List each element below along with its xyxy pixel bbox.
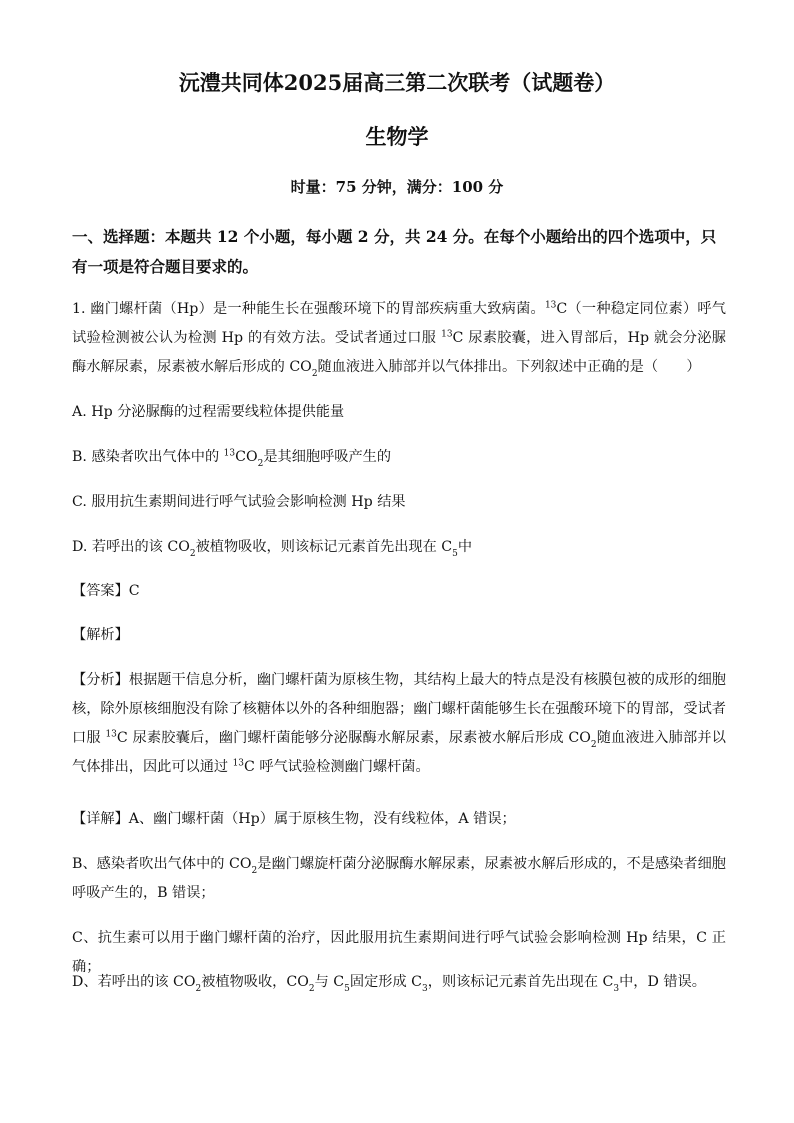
option-b: B. 感染者吹出气体中的 $^{13}CO_2$是其细胞呼吸产生的	[72, 448, 392, 469]
option-a: A. Hp 分泌脲酶的过程需要线粒体提供能量	[72, 404, 345, 420]
question-stem: 1. 幽门螺杆菌（Hp）是一种能生长在强酸环境下的胃部疾病重大致病菌。$^{13}$C（一种稳定同位素）呼气试验检测被公认为检测 Hp 的有效方法。受试者通过口服 $^{13}$C 尿素胶囊，进入胃部后，Hp 就会分泌脲酶水解尿素，尿素被水解后形成的 $CO_2$随血液进入肺部并以气体排出。下列叙述中正确的是（ ）	[72, 300, 726, 379]
section-heading: 一、选择题：本题共 12 个小题，每小题 2 分，共 24 分。在每个小题给出的四个选项中，只有一项是符合题目要求的。	[72, 227, 717, 276]
answer: 【答案】C	[72, 583, 140, 599]
analysis-text: 【分析】根据题干信息分析，幽门螺杆菌为原核生物，其结构上最大的特点是没有核膜包被的成形的细胞核，除外原核细胞没有除了核糖体以外的各种细胞器；幽门螺杆菌能够生长在强酸环境下的胃部，受试者口服 $^{13}$C 尿素胶囊后，幽门螺杆菌能够分泌脲酶水解尿素，尿素被水解后形成 $CO_2$随血液进入肺部并以气体排出，因此可以通过 $^{13}$C 呼气试验检测幽门螺杆菌。	[72, 672, 726, 775]
exam-title: 沅澧共同体2025届高三第二次联考（试题卷）	[178, 70, 616, 95]
subject-title: 生物学	[365, 124, 429, 149]
detail-d: D、若呼出的该 $CO_2$被植物吸收，$CO_2$与 $C_5$固定形成 $C_3$，则该标记元素首先出现在 $C_3$中，D 错误。	[72, 974, 706, 994]
detail-b: B、感染者吹出气体中的 $CO_2$是幽门螺旋杆菌分泌脲酶水解尿素，尿素被水解后形成的，不是感染者细胞呼吸产生的，B 错误；	[72, 856, 726, 901]
option-c: C. 服用抗生素期间进行呼气试验会影响检测 Hp 结果	[72, 494, 406, 510]
option-d: D. 若呼出的该 $CO_2$被植物吸收，则该标记元素首先出现在 $C_5$中	[72, 539, 473, 559]
exam-meta: 时量：75 分钟，满分：100 分	[290, 178, 504, 196]
analysis-label: 【解析】	[72, 627, 129, 643]
detail-a: 【详解】A、幽门螺杆菌（Hp）属于原核生物，没有线粒体，A 错误；	[72, 811, 516, 827]
detail-c: C、抗生素可以用于幽门螺杆菌的治疗，因此服用抗生素期间进行呼气试验会影响检测 Hp 结果，C 正确；	[72, 930, 726, 975]
